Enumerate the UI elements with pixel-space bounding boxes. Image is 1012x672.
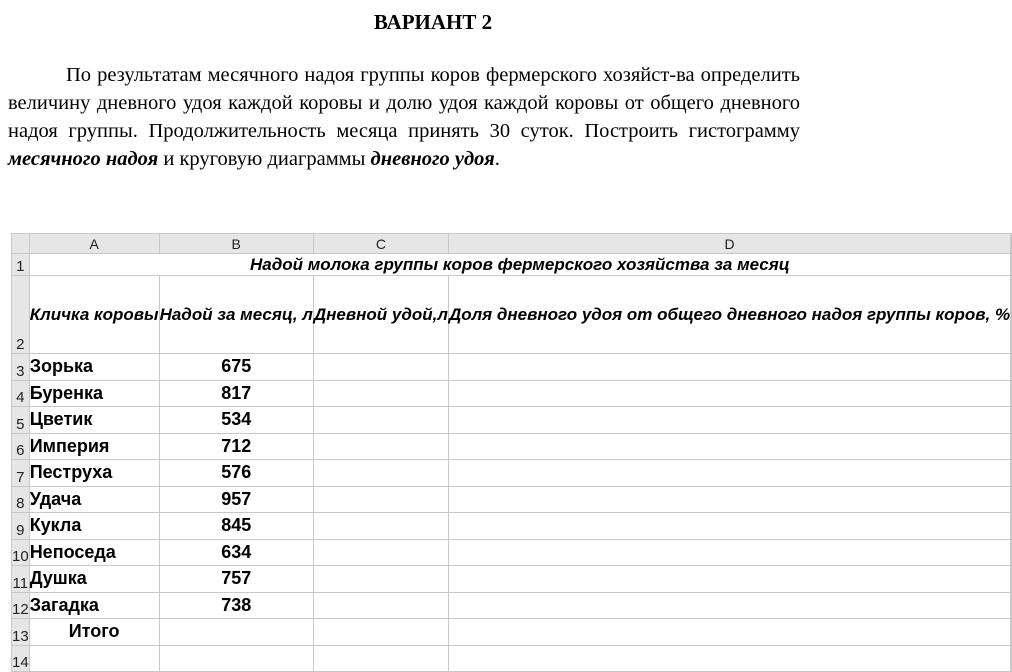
- cell-cow-name[interactable]: Буренка: [29, 380, 159, 407]
- cell-daily-yield[interactable]: [313, 539, 448, 566]
- cell-share[interactable]: [448, 407, 1010, 434]
- cell-monthly-yield[interactable]: 957: [159, 486, 313, 513]
- task-emphasis-monthly-yield: месячного надоя: [8, 148, 159, 170]
- row-header[interactable]: 12: [12, 592, 30, 619]
- cell-total-monthly[interactable]: [159, 619, 313, 646]
- cell[interactable]: [1011, 276, 1012, 354]
- row-header[interactable]: 11: [12, 566, 30, 593]
- cell-cow-name[interactable]: Кукла: [29, 513, 159, 540]
- row-header[interactable]: 3: [12, 354, 30, 381]
- cell-monthly-yield[interactable]: 634: [159, 539, 313, 566]
- header-cow-name[interactable]: Кличка коровы: [29, 276, 159, 354]
- cell-cow-name[interactable]: Загадка: [29, 592, 159, 619]
- cell-daily-yield[interactable]: [313, 486, 448, 513]
- cell[interactable]: [1011, 407, 1012, 434]
- header-share[interactable]: Доля дневного удоя от общего дневного надоя группы коров, %: [448, 276, 1010, 354]
- header-daily-yield[interactable]: Дневной удой,л: [313, 276, 448, 354]
- cell[interactable]: [1011, 380, 1012, 407]
- row-header[interactable]: 7: [12, 460, 30, 487]
- cell-share[interactable]: [448, 460, 1010, 487]
- cell-daily-yield[interactable]: [313, 380, 448, 407]
- row-header[interactable]: 8: [12, 486, 30, 513]
- table-banner-title[interactable]: Надой молока группы коров фермерского хозяйства за месяц: [29, 254, 1010, 276]
- cell[interactable]: [1011, 433, 1012, 460]
- cell-monthly-yield[interactable]: 712: [159, 433, 313, 460]
- row-header[interactable]: 6: [12, 433, 30, 460]
- row-header[interactable]: 1: [12, 254, 30, 276]
- cell-monthly-yield[interactable]: 675: [159, 354, 313, 381]
- cell-cow-name[interactable]: Непоседа: [29, 539, 159, 566]
- column-header-a[interactable]: A: [29, 234, 159, 254]
- cell[interactable]: [313, 645, 448, 672]
- cell-share[interactable]: [448, 433, 1010, 460]
- row-header[interactable]: 4: [12, 380, 30, 407]
- cell[interactable]: [448, 645, 1010, 672]
- cell-cow-name[interactable]: Удача: [29, 486, 159, 513]
- cell-total-share[interactable]: [448, 619, 1010, 646]
- cell-share[interactable]: [448, 486, 1010, 513]
- cell-cow-name[interactable]: Зорька: [29, 354, 159, 381]
- cell-daily-yield[interactable]: [313, 566, 448, 593]
- row-header[interactable]: 5: [12, 407, 30, 434]
- cell-share[interactable]: [448, 354, 1010, 381]
- cell-cow-name[interactable]: Цветик: [29, 407, 159, 434]
- row-header[interactable]: 9: [12, 513, 30, 540]
- task-emphasis-daily-yield: дневного удоя: [370, 148, 495, 170]
- cell[interactable]: [1011, 513, 1012, 540]
- cell[interactable]: [1011, 254, 1012, 276]
- cell[interactable]: [1011, 645, 1012, 672]
- column-header-d[interactable]: D: [448, 234, 1010, 254]
- cell-daily-yield[interactable]: [313, 592, 448, 619]
- row-header[interactable]: 13: [12, 619, 30, 646]
- cell[interactable]: [1011, 592, 1012, 619]
- spreadsheet: [11, 233, 1011, 671]
- cell-daily-yield[interactable]: [313, 433, 448, 460]
- cell-monthly-yield[interactable]: 534: [159, 407, 313, 434]
- cell-monthly-yield[interactable]: 845: [159, 513, 313, 540]
- cell-daily-yield[interactable]: [313, 513, 448, 540]
- cell[interactable]: [1011, 539, 1012, 566]
- cell-share[interactable]: [448, 566, 1010, 593]
- variant-title: ВАРИАНТ 2: [373, 10, 493, 34]
- column-header-c[interactable]: C: [313, 234, 448, 254]
- row-header[interactable]: 10: [12, 539, 30, 566]
- cell[interactable]: [1011, 486, 1012, 513]
- cell-share[interactable]: [448, 380, 1010, 407]
- cell-daily-yield[interactable]: [313, 407, 448, 434]
- cell[interactable]: [29, 645, 159, 672]
- cell[interactable]: [1011, 619, 1012, 646]
- task-text-1: По результатам месячного надоя группы коров фермерского хозяйст-ва определить величину дневного удоя каждой коровы и долю удоя каждой коровы от общего дневного надоя группы. Продолжительность месяца принять 30 суток. Построить гистограмму: [8, 64, 800, 142]
- row-header[interactable]: 14: [12, 645, 30, 672]
- cell[interactable]: [1011, 460, 1012, 487]
- cell-monthly-yield[interactable]: 817: [159, 380, 313, 407]
- task-text-2: и круговую диаграммы: [158, 148, 371, 170]
- cell-cow-name[interactable]: Душка: [29, 566, 159, 593]
- column-header-e[interactable]: [1011, 234, 1012, 254]
- cell[interactable]: [1011, 354, 1012, 381]
- cell-monthly-yield[interactable]: 757: [159, 566, 313, 593]
- task-text-3: .: [494, 148, 500, 170]
- cell-monthly-yield[interactable]: 738: [159, 592, 313, 619]
- task-description: [8, 61, 800, 173]
- spreadsheet-grid: [11, 233, 1012, 672]
- cell-share[interactable]: [448, 513, 1010, 540]
- cell-total-label[interactable]: Итого: [29, 619, 159, 646]
- column-header-b[interactable]: B: [159, 234, 313, 254]
- cell-cow-name[interactable]: Пеструха: [29, 460, 159, 487]
- cell-daily-yield[interactable]: [313, 460, 448, 487]
- cell-total-daily[interactable]: [313, 619, 448, 646]
- row-header[interactable]: 2: [12, 276, 30, 354]
- header-monthly-yield[interactable]: Надой за месяц, л: [159, 276, 313, 354]
- cell[interactable]: [1011, 566, 1012, 593]
- select-all-corner[interactable]: [12, 234, 30, 254]
- cell-share[interactable]: [448, 539, 1010, 566]
- cell-daily-yield[interactable]: [313, 354, 448, 381]
- cell[interactable]: [159, 645, 313, 672]
- cell-monthly-yield[interactable]: 576: [159, 460, 313, 487]
- cell-cow-name[interactable]: Империя: [29, 433, 159, 460]
- cell-share[interactable]: [448, 592, 1010, 619]
